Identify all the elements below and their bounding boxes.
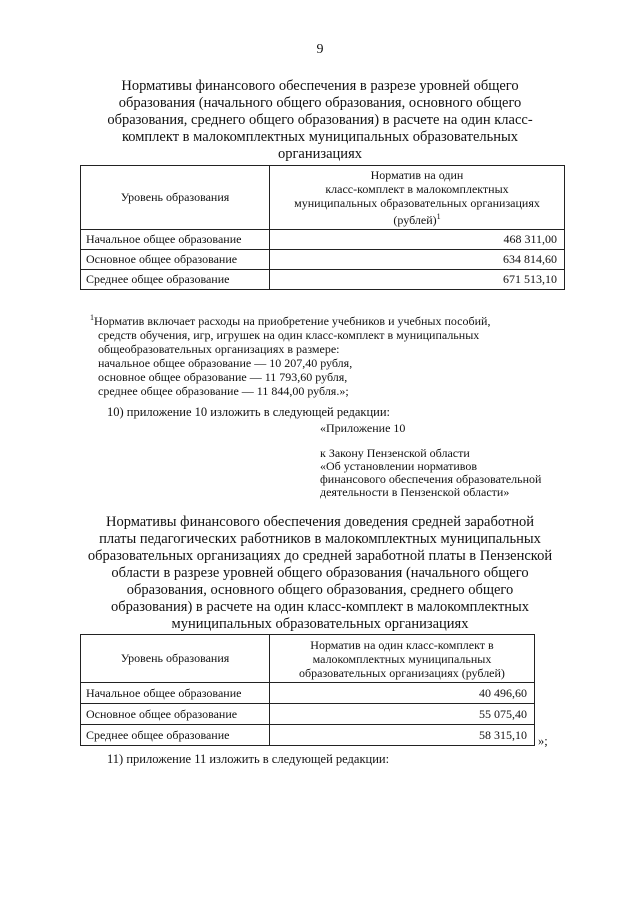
col-level-header: Уровень образования	[81, 166, 270, 230]
table-row	[81, 704, 535, 725]
closing-quote: »;	[538, 734, 548, 748]
row-value: 671 513,10	[270, 270, 565, 290]
table-header-row	[81, 166, 565, 230]
appendix-line: к Закону Пензенской области	[320, 446, 470, 460]
row-value: 40 496,60	[270, 683, 535, 704]
norms-table-1	[80, 165, 565, 290]
appendix-header	[320, 422, 541, 499]
section1-title	[60, 78, 580, 163]
row-value: 58 315,10	[270, 725, 535, 746]
row-level: Начальное общее образование	[81, 683, 270, 704]
table-row	[81, 683, 535, 704]
title-line: Нормативы финансового обеспечения в разрезе уровней общего	[121, 78, 519, 94]
row-level: Среднее общее образование	[81, 270, 270, 290]
row-value: 634 814,60	[270, 250, 565, 270]
title-line: образования) в расчете на один класс-комплект в малокомплектных	[110, 599, 530, 615]
instruction-10: 10) приложение 10 изложить в следующей редакции:	[107, 405, 390, 419]
footnote	[90, 311, 570, 398]
title-line: Нормативы финансового обеспечения доведения средней заработной	[105, 514, 535, 530]
title-line: муниципальных образовательных организациях	[171, 616, 469, 632]
footnote-mark: 1	[90, 313, 94, 322]
header-line	[274, 210, 560, 227]
instruction-11: 11) приложение 11 изложить в следующей редакции:	[107, 752, 390, 766]
title-line: образования, среднего общего образования) в расчете на один класс-	[107, 112, 533, 128]
title-line: образовательных организациях до средней заработной платы в Пензенской	[87, 548, 553, 564]
footnote-line: общеобразовательных организациях в размере:	[98, 342, 340, 356]
table-row	[81, 230, 565, 250]
footnote-ref: 1	[436, 212, 441, 221]
appendix-line: деятельности в Пензенской области»	[320, 485, 510, 499]
footnote-line	[90, 311, 570, 328]
table-row	[81, 250, 565, 270]
row-value: 55 075,40	[270, 704, 535, 725]
header-line-text: (рублей)	[393, 213, 437, 227]
header-line: образовательных организациях (рублей)	[299, 665, 505, 680]
col-level-header: Уровень образования	[81, 635, 270, 683]
row-level: Среднее общее образование	[81, 725, 270, 746]
header-line: Норматив на один класс-комплект в	[310, 637, 494, 652]
title-line: образования, основного общего образования, среднего общего	[126, 582, 514, 598]
header-line: класс-комплект в малокомплектных	[325, 182, 509, 196]
row-level: Основное общее образование	[81, 704, 270, 725]
title-line: комплект в малокомплектных муниципальных образовательных	[121, 129, 519, 145]
title-line: образования (начального общего образования, основного общего	[118, 95, 522, 111]
col-norm-header	[270, 635, 535, 683]
title-line: организациях	[277, 146, 362, 162]
header-line: Норматив на один	[370, 168, 464, 182]
title-line: платы педагогических работников в малокомплектных муниципальных	[99, 531, 541, 547]
table-row	[81, 270, 565, 290]
table-header-row	[81, 635, 535, 683]
row-level: Основное общее образование	[81, 250, 270, 270]
footnote-line: начальное общее образование — 10 207,40 рубля,	[98, 356, 353, 370]
appendix-line: финансового обеспечения образовательной	[320, 472, 542, 486]
row-level: Начальное общее образование	[81, 230, 270, 250]
section2-title	[50, 514, 590, 633]
footnote-line: основное общее образование — 11 793,60 рубля,	[98, 370, 348, 384]
appendix-title: «Приложение 10	[320, 421, 406, 435]
title-line: области в разрезе уровней общего образования (начального общего	[111, 565, 529, 581]
col-norm-header	[270, 166, 565, 230]
table-row	[81, 725, 535, 746]
header-line: муниципальных образовательных организациях	[294, 196, 540, 210]
page-number: 9	[316, 42, 324, 57]
row-value: 468 311,00	[270, 230, 565, 250]
header-line: малокомплектных муниципальных	[312, 651, 492, 666]
norms-table-2	[80, 634, 535, 746]
footnote-line: средств обучения, игр, игрушек на один класс-комплект в муниципальных	[98, 328, 480, 342]
footnote-text: Норматив включает расходы на приобретение учебников и учебных пособий,	[94, 314, 491, 328]
footnote-line: среднее общее образование — 11 844,00 рубля.»;	[98, 384, 349, 398]
appendix-line: «Об установлении нормативов	[320, 459, 478, 473]
